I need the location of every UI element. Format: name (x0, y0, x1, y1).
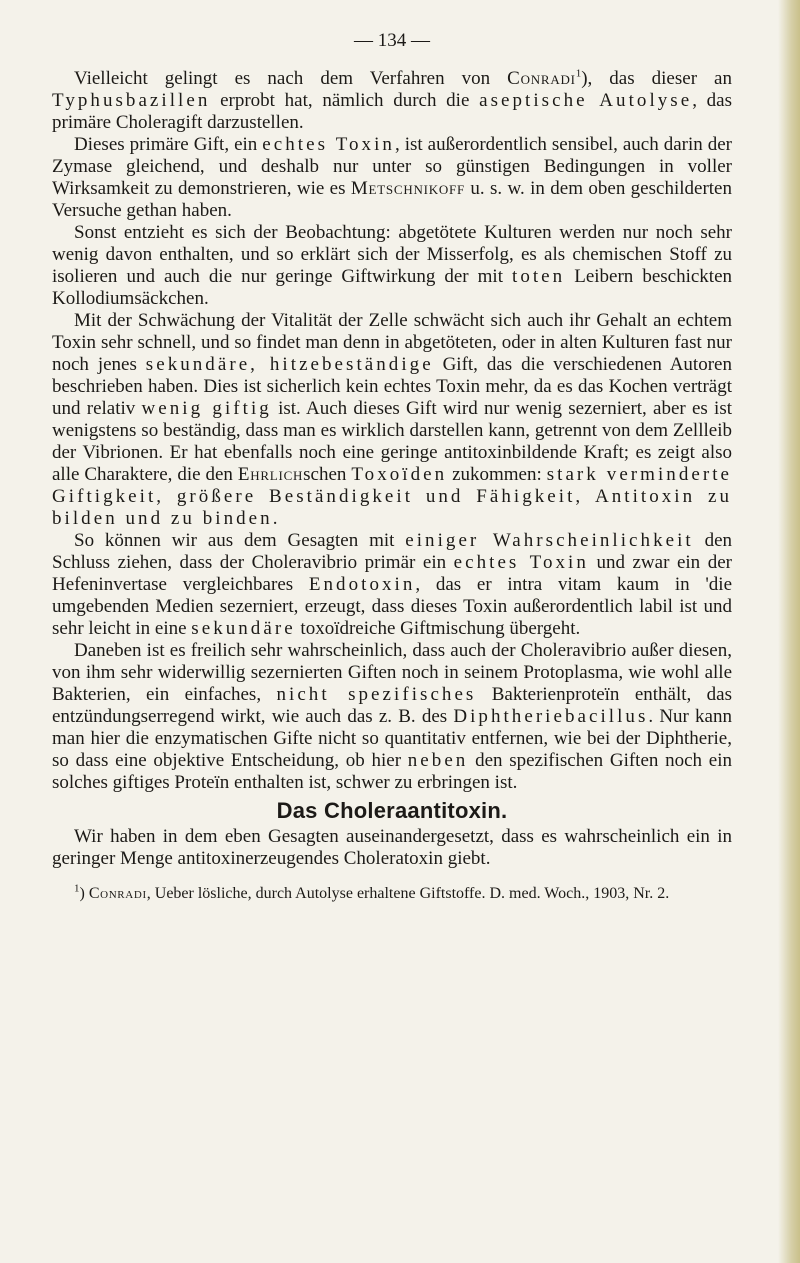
emphasis-text: sekundäre, hitzebeständige (145, 354, 434, 375)
paragraph-2: Dieses primäre Gift, ein echtes Toxin, ist außerordentlich sensibel, auch darin der Zymase gleichend, und deshalb nur unter so günstigen Bedingungen in voller Wirksamkeit zu demonstrieren, wie es Metschnikoff u. s. w. in dem oben geschilderten Versuche gethan haben. (52, 134, 732, 221)
emphasis-text: echtes Toxin (262, 134, 395, 155)
emphasis-text: nicht spezifisches (276, 684, 477, 705)
paragraph-6: Daneben ist es freilich sehr wahrscheinlich, dass auch der Choleravibrio außer diesen, von ihm sehr widerwillig sezernierten Giften noch in seinem Protoplasma, wie wohl alle Bakterien, ein einfaches, nicht spezifisches Bakterienproteïn enthält, das entzündungserregend wirkt, wie auch das z. B. des Diphtheriebacillus. Nur kann man hier die enzymatischen Gifte nicht so quantitativ entfernen, wie bei der Diphtherie, so dass eine objektive Entscheidung, ob hier neben den spezifischen Giften noch ein solches giftiges Proteïn enthalten ist, schwer zu erbringen ist. (52, 640, 732, 793)
emphasis-text: Diphtheriebacillus (453, 706, 649, 727)
author-name: Metschnikoff (350, 178, 466, 199)
emphasis-text: wenig giftig (141, 398, 272, 419)
page-edge-shadow (778, 0, 800, 1263)
paragraph-5: So können wir aus dem Gesagten mit einiger Wahrscheinlichkeit den Schluss ziehen, dass der Choleravibrio primär ein echtes Toxin und zwar ein der Hefeninvertase vergleichbares Endotoxin, das er intra vitam kaum in 'die umgebenden Medien sezerniert, erzeugt, dass dieses Toxin außerordentlich labil ist und sehr leicht in eine sekundäre toxoïdreiche Giftmischung übergeht. (52, 530, 733, 639)
footnote-marker: 1 (74, 882, 80, 895)
emphasis-text: aseptische Autolyse (479, 90, 693, 111)
book-page (52, 30, 732, 904)
paragraph-3: Sonst entzieht es sich der Beobachtung: abgetötete Kulturen werden nur noch sehr wenig davon enthalten, und so erklärt sich der Misserfolg, es als chemischen Stoff zu isolieren und auch die nur geringe Giftwirkung der mit toten Leibern beschickten Kollodiumsäckchen. (52, 222, 732, 309)
emphasis-text: sekundäre (191, 618, 296, 639)
emphasis-text: einiger Wahrscheinlichkeit (405, 530, 694, 551)
author-name: Conradi (88, 885, 147, 902)
emphasis-text: Endotoxin (308, 574, 416, 595)
page-number: — 134 — (354, 30, 430, 51)
footnote: $^1$) Conradi, Ueber lösliche, durch Autolyse erhaltene Giftstoffe. D. med. Woch., 1903, Nr. 2. (74, 882, 670, 902)
author-name: Ehrlich (237, 464, 304, 485)
footnote-ref: 1 (575, 67, 582, 80)
emphasis-text: Toxoïden (351, 464, 448, 485)
paragraph-1: Vielleicht gelingt es nach dem Verfahren von Conradi$^1$), das dieser an Typhusbazillen erprobt hat, nämlich durch die aseptische Autolyse, das primäre Choleragift darzustellen. (52, 67, 732, 133)
author-name: Conradi (507, 68, 576, 89)
emphasis-text: toten (512, 266, 566, 287)
emphasis-text: echtes Toxin (453, 552, 589, 573)
emphasis-text: neben (407, 750, 469, 771)
emphasis-text: stark verminderte Giftigkeit, größere Beständigkeit und Fähigkeit, Antitoxin zu bilden und zu binden (52, 464, 733, 529)
paragraph-4: Mit der Schwächung der Vitalität der Zelle schwächt sich auch ihr Gehalt an echtem Toxin sehr schnell, und so findet man denn in abgetöteten, oder in alten Kulturen fast nur noch jenes sekundäre, hitzebeständige Gift, das die verschiedenen Autoren beschrieben haben. Dies ist sicherlich kein echtes Toxin mehr, da es das Kochen verträgt und relativ wenig giftig ist. Auch dieses Gift wird nur wenig sezerniert, aber es ist wenigstens so beständig, dass man es wirklich darstellen kann, getrennt von dem Zellleib der Vibrionen. Er hat ebenfalls noch eine geringe antitoxinbildende Kraft; es zeigt also alle Charaktere, die den Ehrlichschen Toxoïden zukommen: stark verminderte Giftigkeit, größere Beständigkeit und Fähigkeit, Antitoxin zu bilden und zu binden. (52, 310, 733, 529)
emphasis-text: Typhusbazillen (52, 90, 211, 111)
paragraph-7: Wir haben in dem eben Gesagten auseinandergesetzt, dass es wahrscheinlich ein in geringer Menge antitoxinerzeugendes Choleratoxin giebt. (52, 826, 732, 869)
section-heading: Das Choleraantitoxin. (276, 798, 508, 823)
